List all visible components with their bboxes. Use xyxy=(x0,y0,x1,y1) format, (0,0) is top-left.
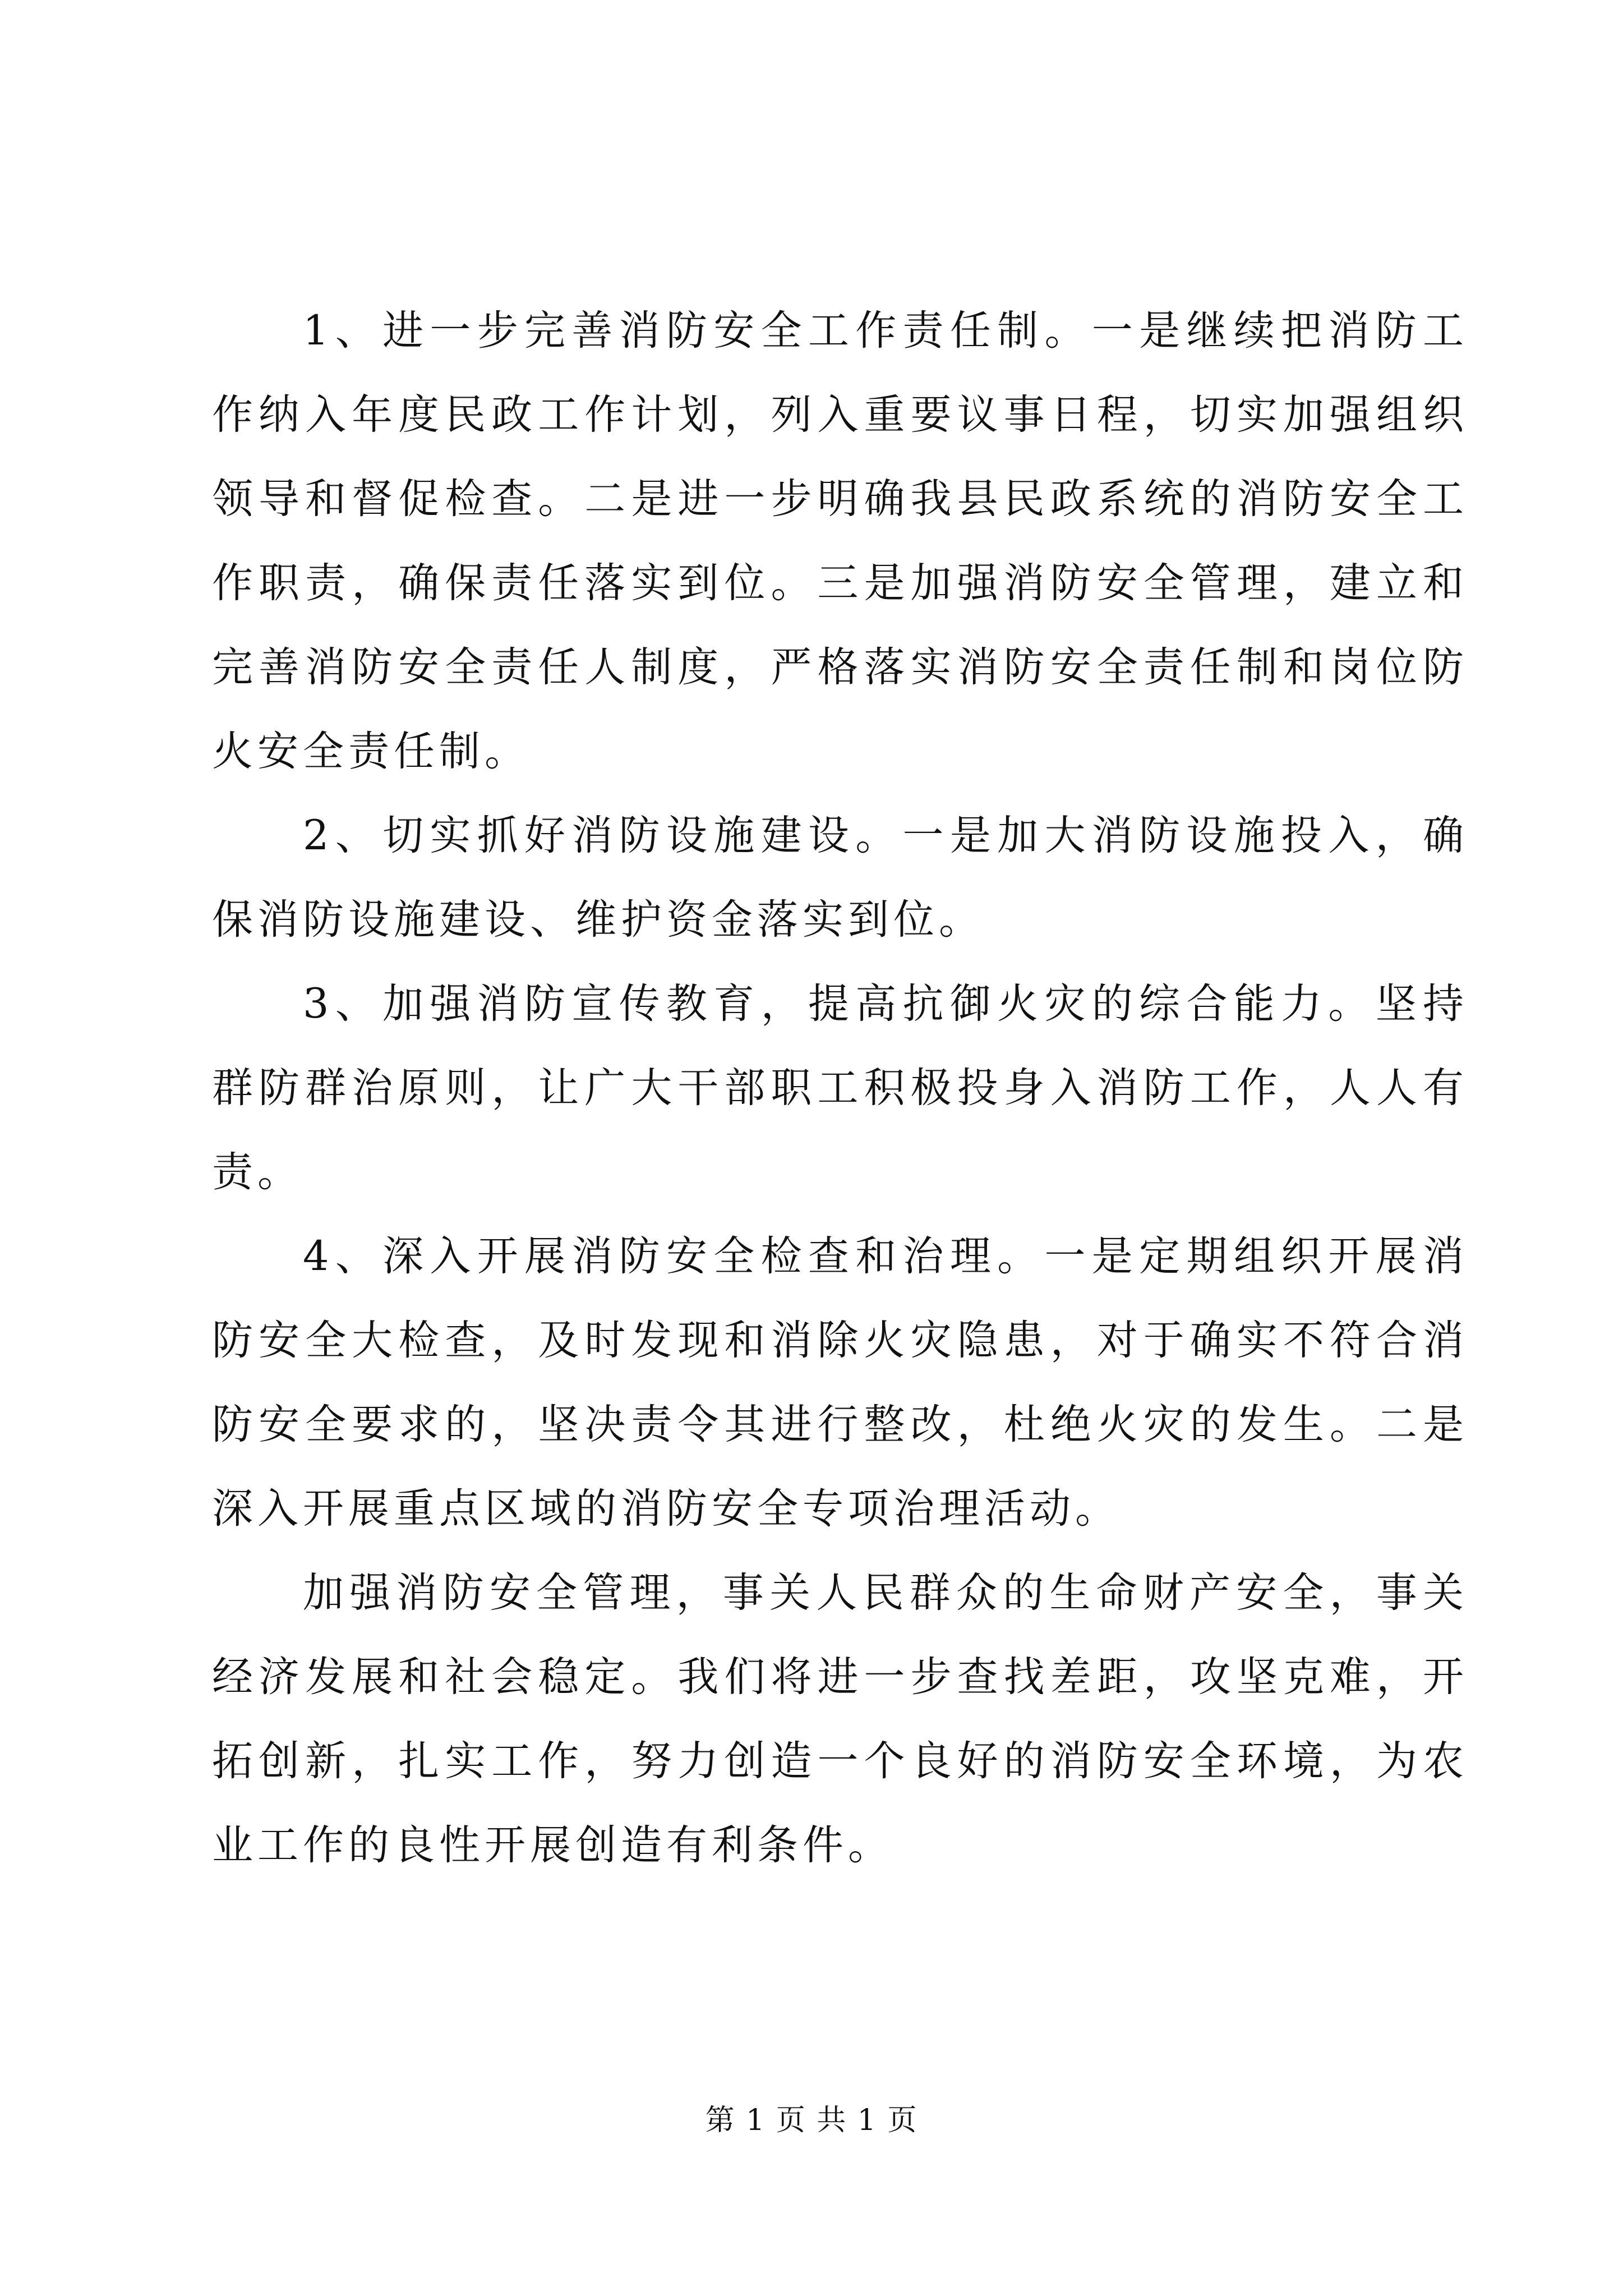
paragraph-5: 加强消防安全管理，事关人民群众的生命财产安全，事关经济发展和社会稳定。我们将进一步查找差距，攻坚克难，开拓创新，扎实工作，努力创造一个良好的消防安全环境，为农业工作的良性开展创造有利条件。 xyxy=(212,1569,1468,1869)
page-number-footer: 第 1 页 共 1 页 xyxy=(705,2104,918,2137)
paragraph-1: 1、进一步完善消防安全工作责任制。一是继续把消防工作纳入年度民政工作计划，列入重要议事日程，切实加强组织领导和督促检查。二是进一步明确我县民政系统的消防安全工作职责，确保责任落实到位。三是加强消防安全管理，建立和完善消防安全责任人制度，严格落实消防安全责任制和岗位防火安全责任制。 xyxy=(212,307,1468,775)
document-body xyxy=(212,289,1468,1888)
paragraph-4: 4、深入开展消防安全检查和治理。一是定期组织开展消防安全大检查，及时发现和消除火灾隐患，对于确实不符合消防安全要求的，坚决责令其进行整改，杜绝火灾的发生。二是深入开展重点区域的消防安全专项治理活动。 xyxy=(212,1232,1468,1533)
paragraph-2: 2、切实抓好消防设施建设。一是加大消防设施投入，确保消防设施建设、维护资金落实到位。 xyxy=(212,812,1468,944)
paragraph-3: 3、加强消防宣传教育，提高抗御火灾的综合能力。坚持群防群治原则，让广大干部职工积极投身入消防工作，人人有责。 xyxy=(212,980,1468,1196)
